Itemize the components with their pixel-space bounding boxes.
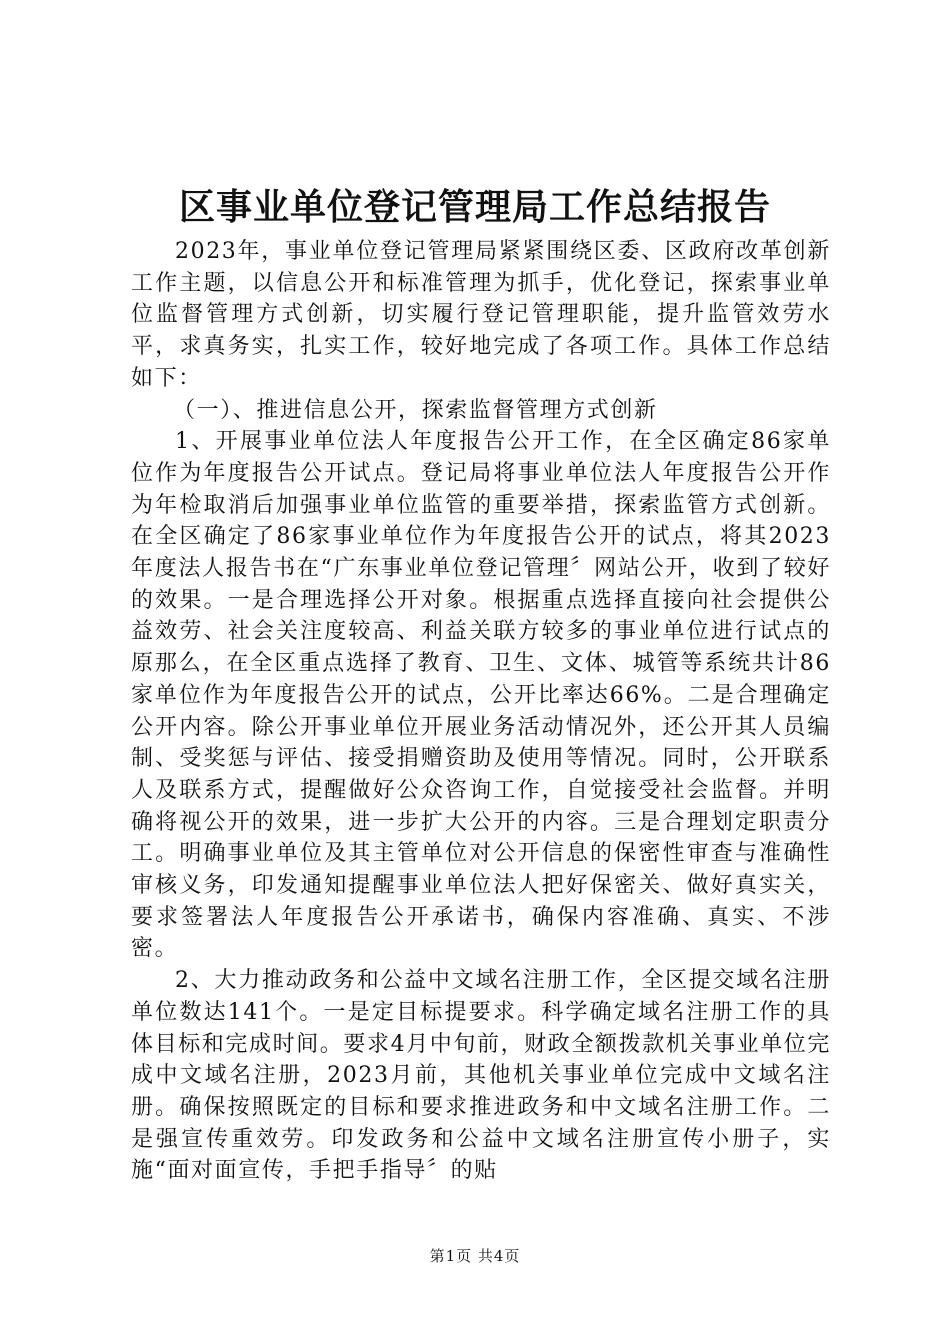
document-title: 区事业单位登记管理局工作总结报告 (178, 187, 771, 228)
body-paragraph-1: 1、开展事业单位法人年度报告公开工作，在全区确定86家单位作为年度报告公开试点。登记局将事业单位法人年度报告公开作为年检取消后加强事业单位监管的重要举措，探索监管方式创新。在全区确定了86家事业单位作为年度报告公开的试点，将其2023年度法人报告书在“广东事业单位登记管理〞网站公开，收到了较好的效果。一是合理选择公开对象。根据重点选择直接向社会提供公益效劳、社会关注度较高、利益关联方较多的事业单位进行试点的原那么，在全区重点选择了教育、卫生、文体、城管等系统共计86家单位作为年度报告公开的试点，公开比率达66%。二是合理确定公开内容。除公开事业单位开展业务活动情况外，还公开其人员编制、受奖惩与评估、接受捐赠资助及使用等情况。同时，公开联系人及联系方式，提醒做好公众咨询工作，自觉接受社会监督。并明确将视公开的效果，进一步扩大公开的内容。三是合理划定职责分工。明确事业单位及其主管单位对公开信息的保密性审查与准确性审核义务，印发通知提醒事业单位法人把好保密关、做好真实关，要求签署法人年度报告公开承诺书，确保内容准确、真实、不涉密。 (131, 429, 831, 962)
document-body (131, 236, 831, 1187)
page-footer: 第1页 共4页 (429, 1247, 521, 1265)
body-paragraph-2: 2、大力推动政务和公益中文域名注册工作，全区提交域名注册单位数达141个。一是定目标提要求。科学确定域名注册工作的具体目标和完成时间。要求4月中旬前，财政全额拨款机关事业单位完成中文域名注册，2023月前，其他机关事业单位完成中文域名注册。确保按照既定的目标和要求推进政务和中文域名注册工作。二是强宣传重效劳。印发政务和公益中文域名注册宣传小册子，实施“面对面宣传，手把手指导〞的贴 (131, 968, 831, 1184)
intro-paragraph: 2023年，事业单位登记管理局紧紧围绕区委、区政府改革创新工作主题，以信息公开和标准管理为抓手，优化登记，探索事业单位监督管理方式创新，切实履行登记管理职能，提升监管效劳水平，求真务实，扎实工作，较好地完成了各项工作。具体工作总结如下： (131, 239, 831, 391)
section-heading: （一）、推进信息公开，探索监督管理方式创新 (173, 397, 658, 423)
